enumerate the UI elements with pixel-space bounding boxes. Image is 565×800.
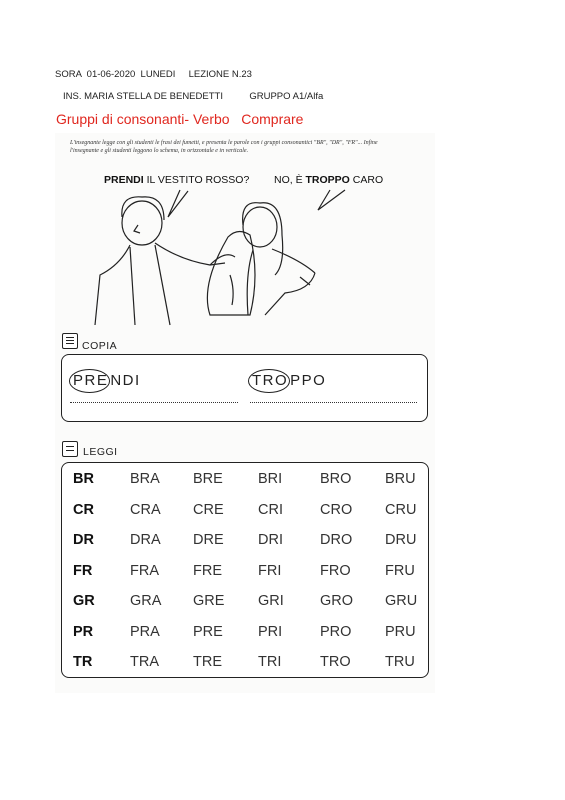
consonant-group-br: BR [73,471,94,487]
syllable-tru: TRU [385,654,415,670]
syllable-bri: BRI [258,471,283,487]
teacher-group-header: INS. MARIA STELLA DE BENEDETTI GRUPPO A1/Alfa [63,91,324,102]
consonant-group-circle-tro: TRO [248,369,290,393]
syllable-pri: PRI [258,623,283,640]
speech-right-start: NO, È [274,174,306,186]
syllable-cro: CRO [320,501,353,518]
syllable-fru: FRU [385,562,415,579]
consonant-group-pr: PR [73,623,94,640]
syllable-bra: BRA [130,471,160,487]
teacher-note: L'insegnante legge con gli studenti le frasi dei fumetti, e presenta le parole con i gruppi consonantici "BR", "DR", "FR"... Infine l'insegnante e gli studenti leggono lo schema, in orizzontale e in verticale. [70,140,378,154]
syllable-pre: PRE [193,623,223,640]
syllable-fra: FRA [130,562,159,579]
syllable-bro: BRO [320,471,352,487]
consonant-group-cr: CR [73,501,94,518]
syllable-fro: FRO [320,562,351,579]
speech-left-rest: IL VESTITO ROSSO? [143,174,250,186]
word-troppo-rest: PPO [290,372,327,389]
word-prendi-rest: NDI [110,372,141,389]
syllable-table [61,462,429,678]
women-shopping-illustration [60,165,430,335]
reading-book-icon [62,441,78,457]
syllable-cra: CRA [130,501,161,518]
syllable-fri: FRI [258,562,282,579]
syllable-cre: CRE [193,501,224,518]
syllable-dri: DRI [258,532,283,548]
syllable-bre: BRE [193,471,223,487]
syllable-gra: GRA [130,593,162,609]
syllable-tre: TRE [193,654,222,670]
syllable-pra: PRA [130,623,160,640]
syllable-gru: GRU [385,593,418,609]
consonant-group-dr: DR [73,532,94,548]
consonant-group-circle-pre: PRE [69,369,110,393]
syllable-tra: TRA [130,654,159,670]
consonant-group-fr: FR [73,562,93,579]
speech-keyword-troppo: TROPPO [305,174,350,186]
copy-word-prendi [73,369,141,393]
syllable-dro: DRO [320,532,353,548]
page-title: Gruppi di consonanti- Verbo Comprare [56,111,304,127]
syllable-gro: GRO [320,593,354,609]
syllable-gre: GRE [193,593,225,609]
lesson-header: SORA 01-06-2020 LUNEDI LEZIONE N.23 [55,69,252,80]
syllable-gri: GRI [258,593,284,609]
consonant-group-tr: TR [73,654,93,670]
leggi-section-label: LEGGI [83,446,118,458]
syllable-fre: FRE [193,562,222,579]
speech-keyword-prendi: PRENDI [104,174,144,186]
syllable-tri: TRI [258,654,282,670]
writing-line-left [70,402,238,403]
syllable-pro: PRO [320,623,352,640]
copy-exercise-icon [62,333,78,349]
syllable-cru: CRU [385,501,417,518]
copia-section-label: COPIA [82,340,118,352]
syllable-bru: BRU [385,471,416,487]
consonant-group-gr: GR [73,593,95,609]
syllable-dru: DRU [385,532,417,548]
syllable-dra: DRA [130,532,161,548]
syllable-tro: TRO [320,654,351,670]
syllable-pru: PRU [385,623,416,640]
speech-right-end: CARO [349,174,384,186]
syllable-cri: CRI [258,501,283,518]
writing-line-right [250,402,417,403]
syllable-dre: DRE [193,532,224,548]
copy-word-troppo [252,369,326,393]
